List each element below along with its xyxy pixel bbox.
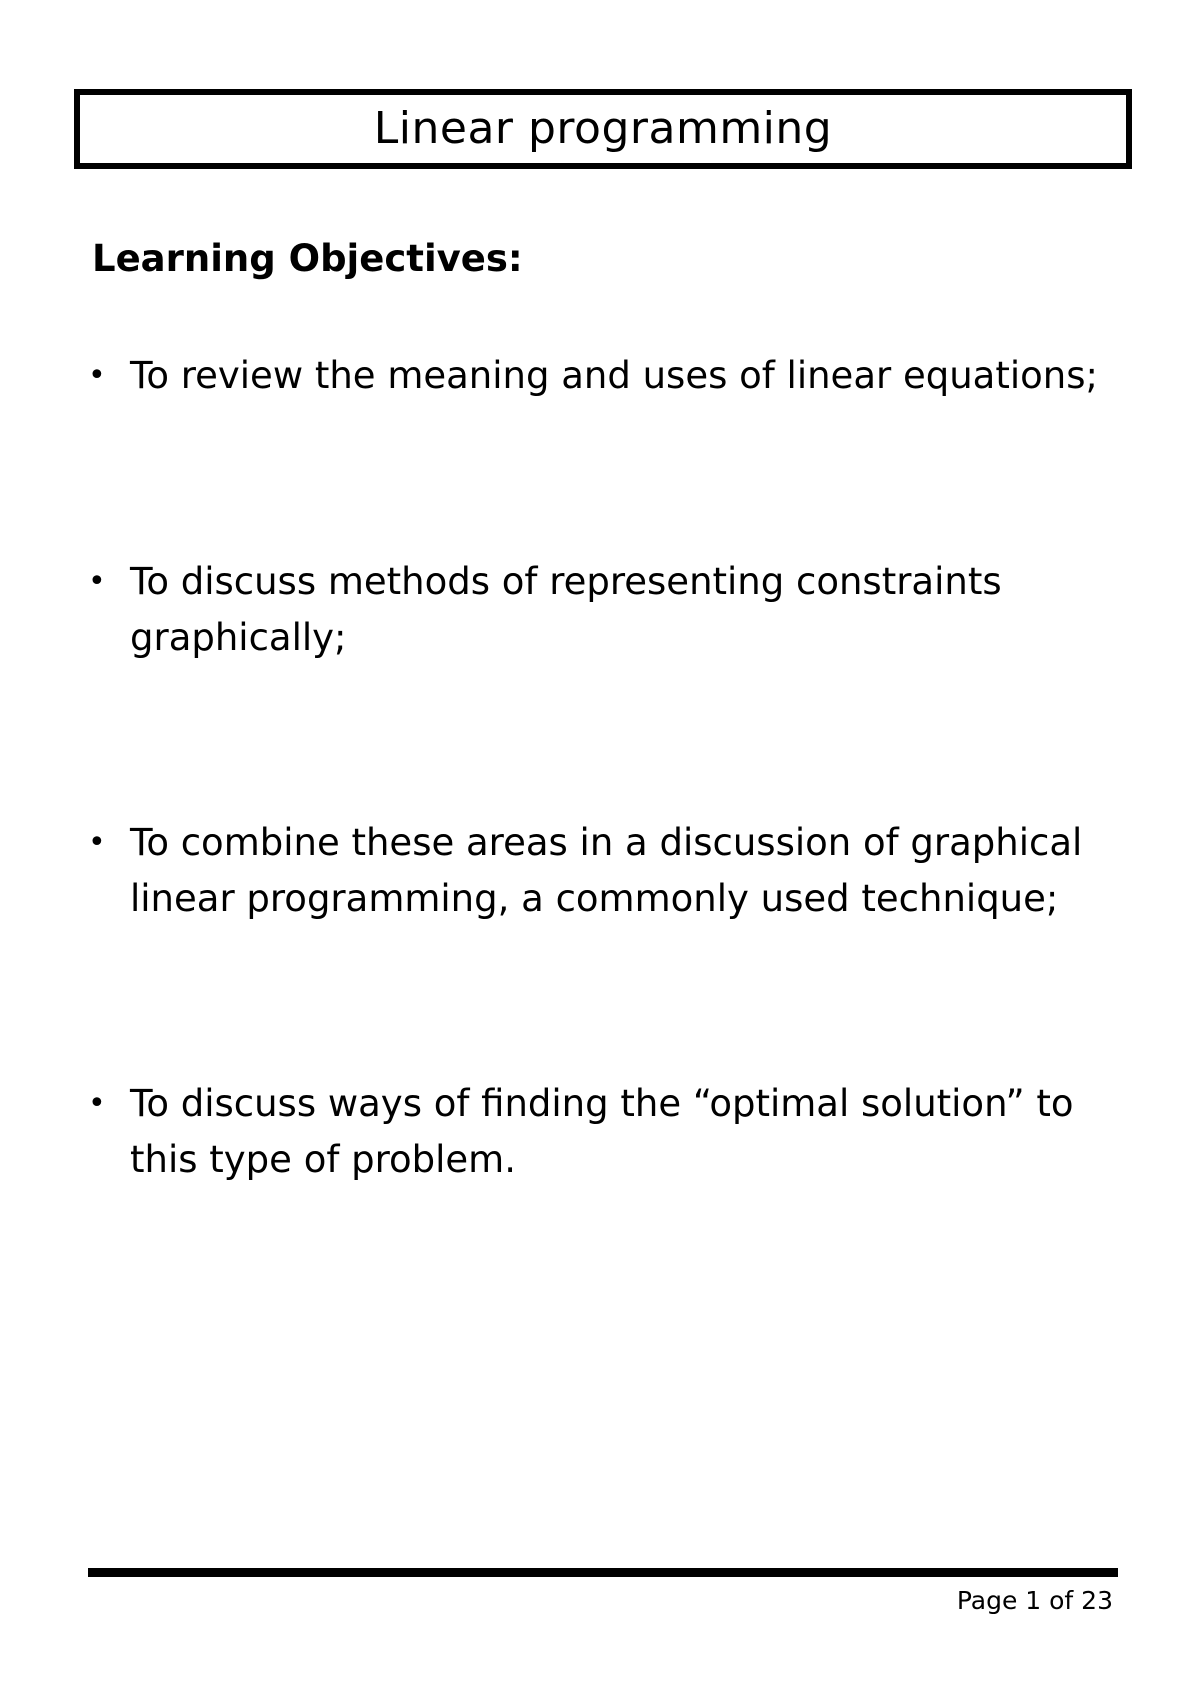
- page-title: Linear programming: [373, 103, 833, 154]
- bullet-icon: •: [88, 358, 106, 393]
- objective-text: To discuss ways of finding the “optimal solution” to this type of problem.: [130, 1082, 1074, 1181]
- objective-text: To combine these areas in a discussion of graphical linear programming, a commonly used technique;: [130, 821, 1083, 920]
- objective-item: [88, 1076, 1118, 1188]
- bullet-icon: •: [88, 564, 106, 599]
- bullet-icon: •: [88, 1086, 106, 1121]
- objective-item: [88, 554, 1118, 666]
- title-box: [74, 89, 1132, 169]
- objectives-heading: Learning Objectives:: [92, 237, 523, 280]
- objective-text: To review the meaning and uses of linear equations;: [130, 354, 1098, 397]
- objective-item: [88, 815, 1118, 927]
- objective-text: To discuss methods of representing constraints graphically;: [130, 560, 1002, 659]
- footer-divider: [88, 1568, 1118, 1577]
- page-number: Page 1 of 23: [956, 1586, 1113, 1615]
- objective-item: [88, 348, 1118, 404]
- bullet-icon: •: [88, 825, 106, 860]
